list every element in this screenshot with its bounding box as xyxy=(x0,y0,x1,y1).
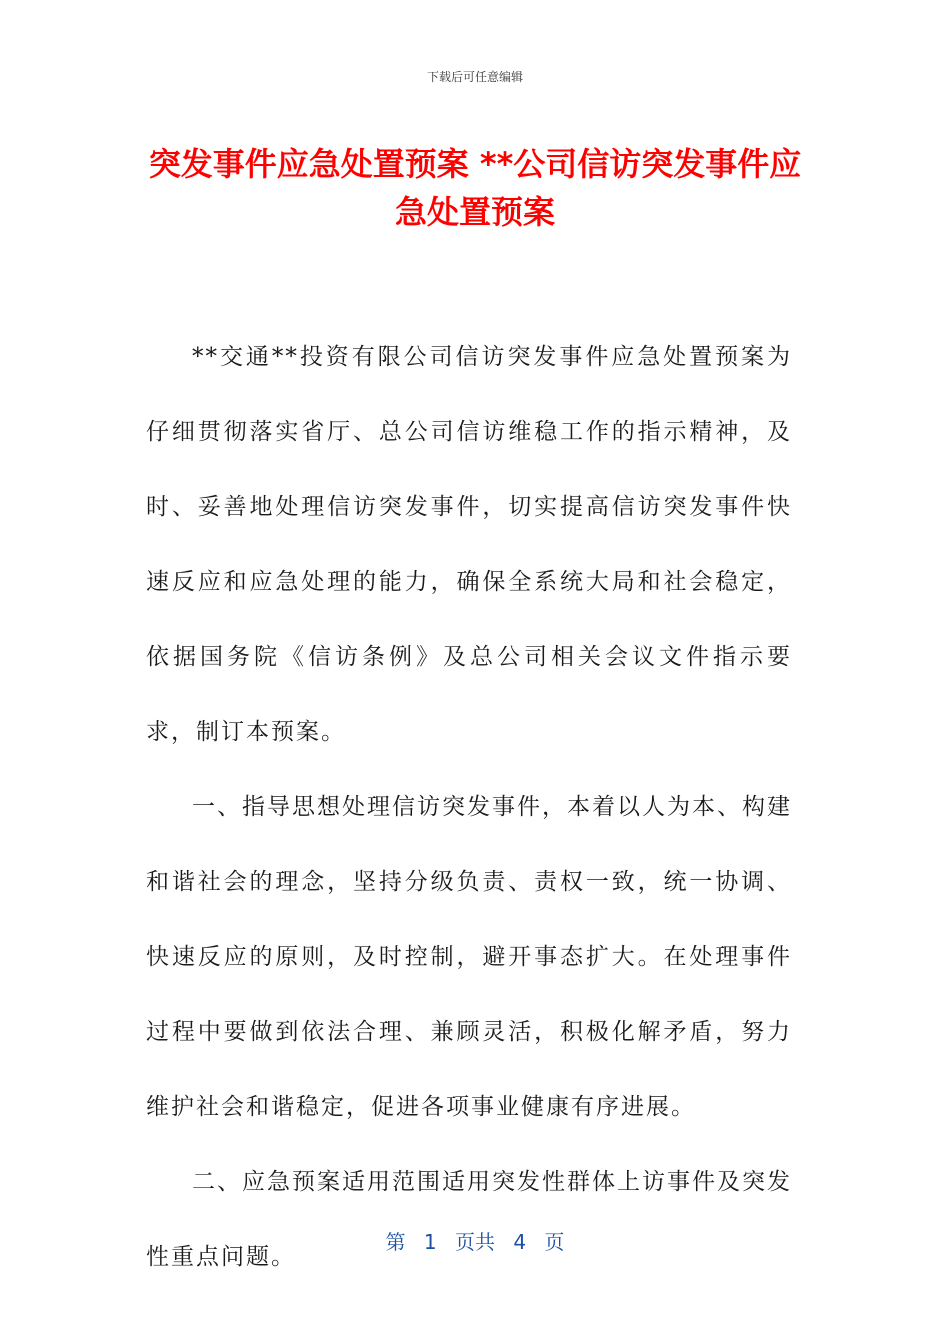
page-number-footer: 第 1 页共 4 页 xyxy=(385,1230,565,1254)
document-title: 突发事件应急处置预案 **公司信访突发事件应急处置预案 xyxy=(148,145,802,231)
paragraph-intro: **交通**投资有限公司信访突发事件应急处置预案为仔细贯彻落实省厅、总公司信访维稳工作的指示精神，及时、妥善地处理信访突发事件，切实提高信访突发事件快速反应和应急处理的能力，确保全系统大局和社会稳定，依据国务院《信访条例》及总公司相关会议文件指示要求，制订本预案。 xyxy=(146,344,792,745)
paragraph-guiding-ideology: 一、指导思想处理信访突发事件，本着以人为本、构建和谐社会的理念，坚持分级负责、责权一致，统一协调、快速反应的原则，及时控制，避开事态扩大。在处理事件过程中要做到依法合理、兼顾灵活，积极化解矛盾，努力维护社会和谐稳定，促进各项事业健康有序进展。 xyxy=(146,794,792,1120)
paragraph-scope: 二、应急预案适用范围适用突发性群体上访事件及突发性重点问题。 xyxy=(146,1169,792,1270)
document-body xyxy=(146,320,792,1295)
header-note: 下载后可任意编辑 xyxy=(426,70,523,84)
